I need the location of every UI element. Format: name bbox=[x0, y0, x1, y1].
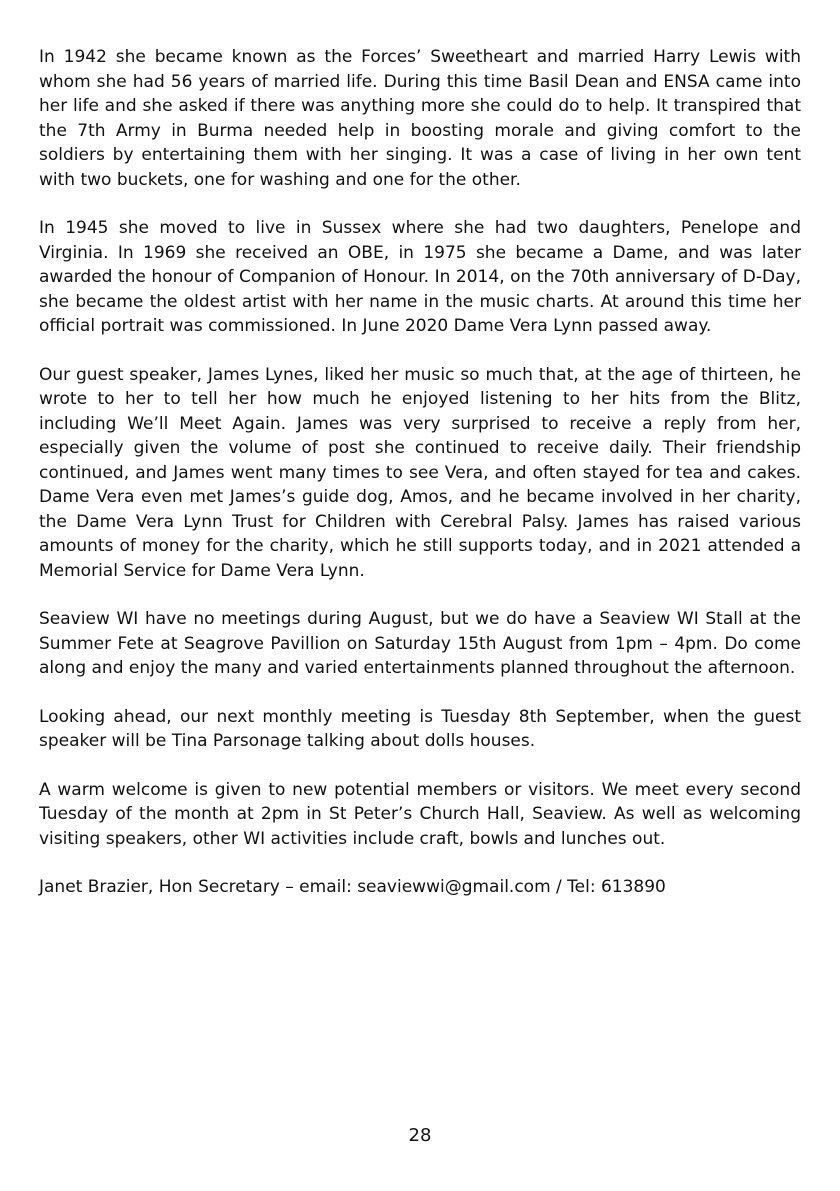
paragraph-welcome: A warm welcome is given to new potential members or visitors. We meet every second Tuesday of the month at 2pm in St Peter’s Church Hall, Seaview. As well as welcoming visiting speakers, other WI activities include craft, bowls and lunches out. bbox=[39, 779, 801, 849]
article-body bbox=[39, 45, 801, 924]
paragraph-sussex-honours: In 1945 she moved to live in Sussex where she had two daughters, Penelope and Virginia. In 1969 she received an OBE, in 1975 she became a Dame, and was later awarded the honour of Companion of Honour. In 2014, on the 70th anniversary of D-Day, she became the oldest artist with her name in the music charts. At around this time her official portrait was commissioned. In June 2020 Dame Vera Lynn passed away. bbox=[39, 218, 801, 336]
paragraph-august-fete: Seaview WI have no meetings during August, but we do have a Seaview WI Stall at the Summer Fete at Seagrove Pavillion on Saturday 15th August from 1pm – 4pm. Do come along and enjoy the many and varied entertainments planned throughout the afternoon. bbox=[39, 609, 801, 678]
paragraph-forces-sweetheart: In 1942 she became known as the Forces’ Sweetheart and married Harry Lewis with whom she had 56 years of married life. During this time Basil Dean and ENSA came into her life and she asked if there was anything more she could do to help. It transpired that the 7th Army in Burma needed help in boosting morale and giving comfort to the soldiers by entertaining them with her singing. It was a case of living in her own tent with two buckets, one for washing and one for the other. bbox=[39, 47, 801, 190]
paragraph-next-meeting: Looking ahead, our next monthly meeting is Tuesday 8th September, when the guest speaker will be Tina Parsonage talking about dolls houses. bbox=[39, 706, 801, 751]
paragraph-guest-speaker: Our guest speaker, James Lynes, liked her music so much that, at the age of thirteen, he wrote to her to tell her how much he enjoyed listening to her hits from the Blitz, including We’ll Meet Again. James was very surprised to receive a reply from her, especially given the volume of post she continued to receive daily. Their friendship continued, and James went many times to see Vera, and often stayed for tea and cakes. Dame Vera even met James’s guide dog, Amos, and he became involved in her charity, the Dame Vera Lynn Trust for Children with Cerebral Palsy. James has raised various amounts of money for the charity, which he still supports today, and in 2021 attended a Memorial Service for Dame Vera Lynn. bbox=[39, 364, 801, 581]
page-number: 28 bbox=[408, 1125, 432, 1146]
contact-line: Janet Brazier, Hon Secretary – email: seaviewwi@gmail.com / Tel: 613890 bbox=[39, 877, 666, 897]
